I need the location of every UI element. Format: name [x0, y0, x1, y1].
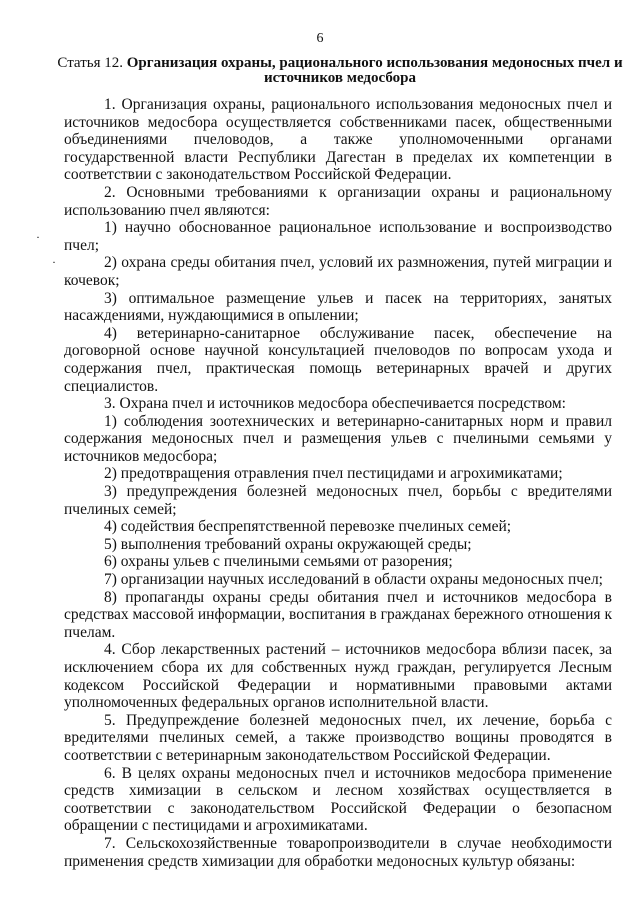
- page-number: 6: [316, 31, 324, 46]
- article-heading: [40, 56, 640, 86]
- paragraph: 5. Предупреждение болезней медоносных пчел, их лечение, борьба с вредителями пчелиных семей, а также производство вощины проводятся в соответствии с ветеринарным законодательством Российской Федерации.: [64, 711, 612, 764]
- list-item: 7) организации научных исследований в области охраны медоносных пчел;: [104, 571, 603, 589]
- margin-dot: ·: [52, 255, 56, 269]
- paragraph: 1. Организация охраны, рационального использования медоносных пчел и источников медосбора осуществляется собственниками пасек, общественными объединениями пчеловодов, а также уполномоченными органами государственной власти Республики Дагестан в пределах их компетенции в соответствии с законодательством Российской Федерации.: [64, 96, 612, 184]
- article-number: Статья 12.: [57, 55, 124, 71]
- list-item: 6) охраны ульев с пчелиными семьями от разорения;: [104, 553, 453, 571]
- list-item: 5) выполнения требований охраны окружающей среды;: [104, 535, 472, 553]
- list-item: 3) оптимальное размещение ульев и пасек на территориях, занятых насаждениями, нуждающимися в опылении;: [64, 289, 612, 325]
- list-item: 2) охрана среды обитания пчел, условий их размножения, путей миграции и кочевок;: [64, 254, 612, 289]
- article-title: Организация охраны, рационального использования медоносных пчел и источников медосбора: [126, 55, 623, 86]
- paragraph: 4. Сбор лекарственных растений – источников медосбора вблизи пасек, за исключением сбора их для собственных нужд граждан, регулируется Лесным кодексом Российской Федерации и нормативными правовыми актами уполномоченных федеральных органов исполнительной власти.: [64, 641, 612, 712]
- margin-dot: ·: [36, 230, 40, 244]
- list-item: 8) пропаганды охраны среды обитания пчел и источников медосбора в средствах массовой информации, воспитания в гражданах бережного отношения к пчелам.: [64, 588, 612, 641]
- paragraph: 2. Основными требованиями к организации охраны и рациональному использованию пчел являются:: [64, 183, 612, 219]
- list-item: 3) предупреждения болезней медоносных пчел, борьбы с вредителями пчелиных семей;: [64, 483, 612, 518]
- list-item: 1) научно обоснованное рациональное использование и воспроизводство пчел;: [64, 219, 612, 254]
- list-item: 4) содействия беспрепятственной перевозке пчелиных семей;: [104, 518, 512, 536]
- list-item: 1) соблюдения зоотехнических и ветеринарно-санитарных норм и правил содержания медоносных пчел и размещения ульев с пчелиными семьями у источников медосбора;: [64, 412, 612, 465]
- paragraph: 7. Сельскохозяйственные товаропроизводители в случае необходимости применения средств химизации для обработки медоносных культур обязаны:: [64, 834, 612, 870]
- paragraph: 3. Охрана пчел и источников медосбора обеспечивается посредством:: [104, 395, 566, 413]
- article-body: [64, 96, 612, 870]
- list-item: 4) ветеринарно-санитарное обслуживание пасек, обеспечение на договорной основе научной консультацией пчеловодов по вопросам ухода и содержания пчел, практическая помощь ветеринарных врачей и других специалистов.: [64, 324, 612, 395]
- paragraph: 6. В целях охраны медоносных пчел и источников медосбора применение средств химизации в сельском и лесном хозяйствах осуществляется в соответствии с законодательством Российской Федерации о безопасном обращении с пестицидами и агрохимикатами.: [64, 764, 612, 835]
- list-item: 2) предотвращения отравления пчел пестицидами и агрохимикатами;: [104, 465, 563, 483]
